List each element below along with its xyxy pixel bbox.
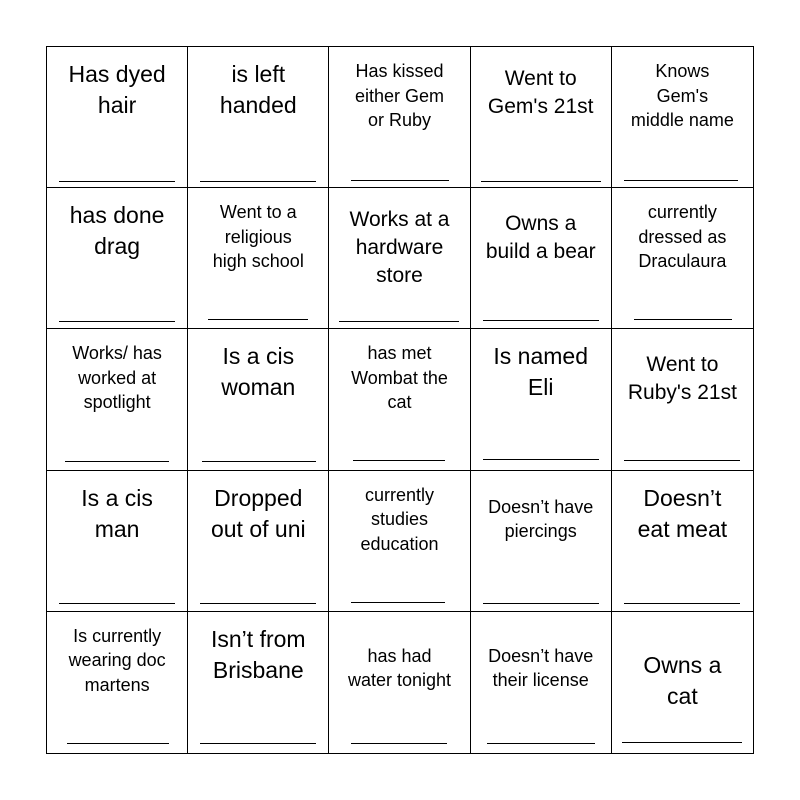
bingo-square[interactable] xyxy=(47,47,188,188)
square-prompt: Knows Gem's middle name xyxy=(630,61,734,130)
bingo-square[interactable] xyxy=(471,188,612,329)
square-prompt: Owns a build a bear xyxy=(485,212,596,264)
bingo-square[interactable] xyxy=(329,188,470,329)
bingo-square[interactable] xyxy=(329,471,470,612)
square-prompt: Is a cis man xyxy=(81,484,153,542)
square-prompt: Went to Ruby's 21st xyxy=(627,353,737,405)
square-prompt: has done drag xyxy=(69,202,165,260)
square-prompt: Owns a cat xyxy=(643,651,722,709)
square-prompt: Works at a hardware store xyxy=(349,208,450,288)
square-prompt: currently dressed as Draculaura xyxy=(638,202,727,272)
bingo-square[interactable] xyxy=(612,612,753,753)
signature-line[interactable] xyxy=(483,320,599,321)
signature-line[interactable] xyxy=(67,743,169,744)
signature-line[interactable] xyxy=(351,180,449,181)
square-prompt: Has dyed hair xyxy=(68,61,166,118)
signature-line[interactable] xyxy=(200,603,316,604)
square-prompt: Works/ has worked at spotlight xyxy=(72,343,162,413)
square-prompt: Doesn’t have piercings xyxy=(488,496,594,542)
bingo-square[interactable] xyxy=(471,471,612,612)
bingo-square[interactable] xyxy=(329,47,470,188)
square-prompt: is left handed xyxy=(219,61,297,118)
bingo-square[interactable] xyxy=(329,612,470,753)
bingo-square[interactable] xyxy=(612,329,753,470)
square-prompt: Has kissed either Gem or Ruby xyxy=(354,61,445,130)
square-prompt: Doesn’t eat meat xyxy=(637,484,728,542)
signature-line[interactable] xyxy=(339,321,459,322)
bingo-square[interactable] xyxy=(47,329,188,470)
signature-line[interactable] xyxy=(624,460,740,461)
signature-line[interactable] xyxy=(487,743,595,744)
bingo-square[interactable] xyxy=(188,329,329,470)
signature-line[interactable] xyxy=(483,459,599,460)
bingo-square[interactable] xyxy=(47,188,188,329)
signature-line[interactable] xyxy=(200,743,316,744)
bingo-square[interactable] xyxy=(188,471,329,612)
signature-line[interactable] xyxy=(208,319,308,320)
signature-line[interactable] xyxy=(351,602,445,603)
square-prompt: Went to a religious high school xyxy=(212,202,304,272)
signature-line[interactable] xyxy=(483,603,599,604)
signature-line[interactable] xyxy=(624,180,738,181)
square-prompt: Isn’t from Brisbane xyxy=(211,625,306,683)
bingo-square[interactable] xyxy=(188,612,329,753)
bingo-square[interactable] xyxy=(471,612,612,753)
bingo-square[interactable] xyxy=(47,612,188,753)
square-prompt: has met Wombat the cat xyxy=(351,343,448,413)
signature-line[interactable] xyxy=(353,460,445,461)
signature-line[interactable] xyxy=(65,461,169,462)
bingo-square[interactable] xyxy=(188,188,329,329)
signature-line[interactable] xyxy=(59,181,175,182)
square-prompt: currently studies education xyxy=(360,484,439,554)
square-prompt: has had water tonight xyxy=(347,645,452,691)
bingo-square[interactable] xyxy=(471,47,612,188)
bingo-square[interactable] xyxy=(329,329,470,470)
square-prompt: Is currently wearing doc martens xyxy=(68,625,166,695)
signature-line[interactable] xyxy=(200,181,316,182)
signature-line[interactable] xyxy=(622,742,742,743)
signature-line[interactable] xyxy=(634,319,732,320)
signature-line[interactable] xyxy=(624,603,740,604)
signature-line[interactable] xyxy=(351,743,447,744)
bingo-square[interactable] xyxy=(612,471,753,612)
square-prompt: Is named Eli xyxy=(493,343,588,401)
square-prompt: Is a cis woman xyxy=(221,343,296,401)
square-prompt: Went to Gem's 21st xyxy=(487,67,594,118)
bingo-square[interactable] xyxy=(612,47,753,188)
bingo-square[interactable] xyxy=(47,471,188,612)
signature-line[interactable] xyxy=(202,461,316,462)
square-prompt: Dropped out of uni xyxy=(210,484,306,542)
bingo-board xyxy=(46,46,754,754)
bingo-square[interactable] xyxy=(612,188,753,329)
signature-line[interactable] xyxy=(59,603,175,604)
signature-line[interactable] xyxy=(481,181,601,182)
bingo-square[interactable] xyxy=(188,47,329,188)
square-prompt: Doesn’t have their license xyxy=(488,645,594,691)
bingo-square[interactable] xyxy=(471,329,612,470)
signature-line[interactable] xyxy=(59,321,175,322)
